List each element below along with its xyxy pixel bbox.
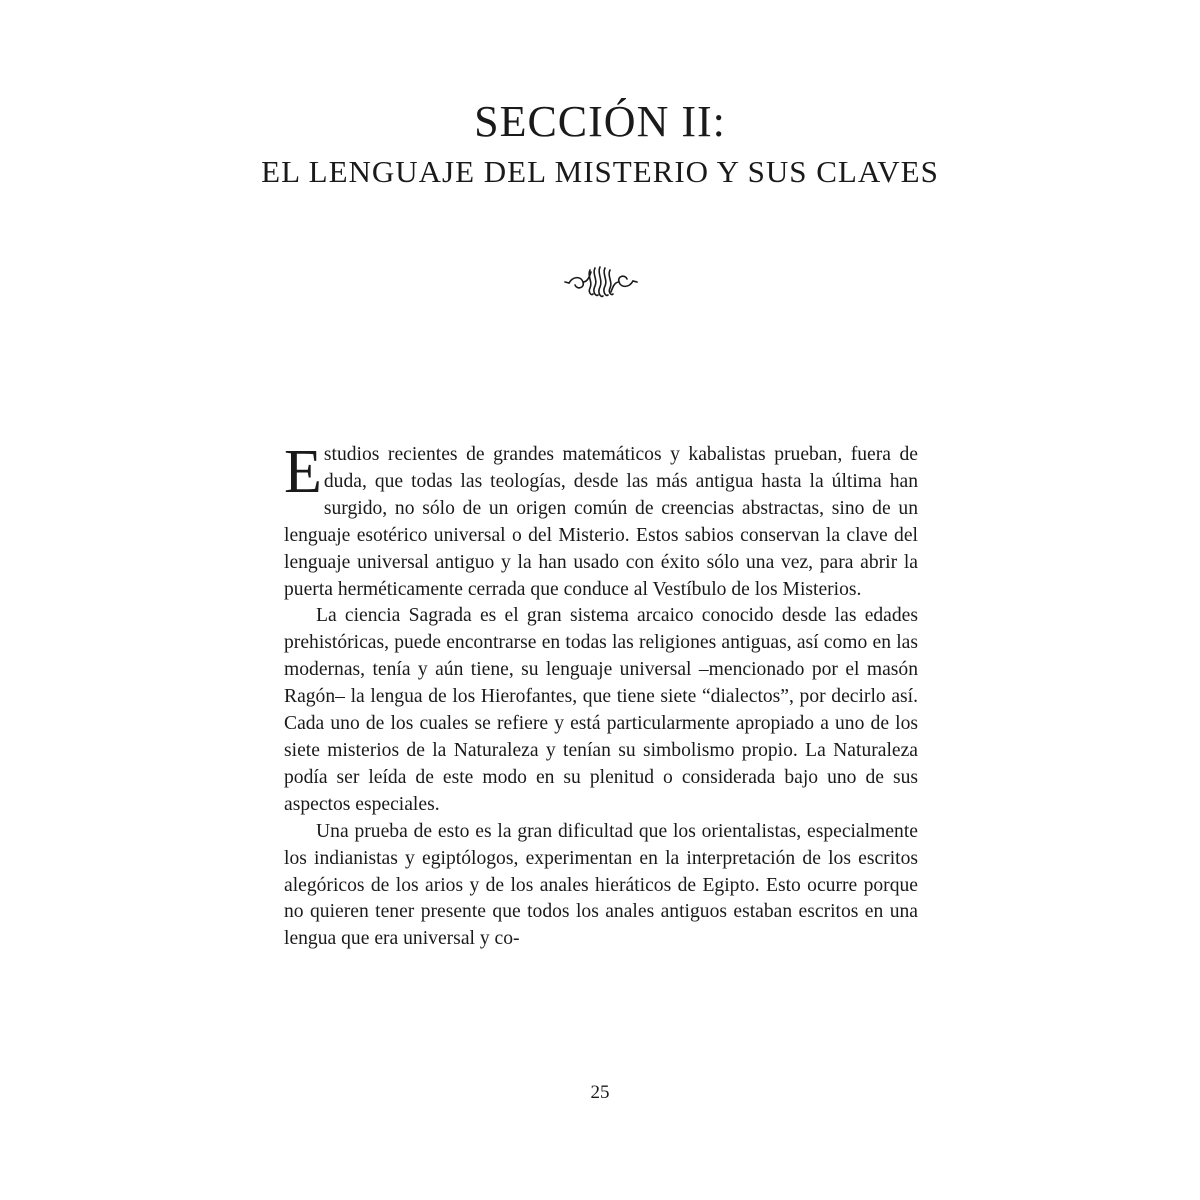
paragraph-1-text: studios recientes de grandes matemáticos y kabalistas prueban, fuera de duda, que todas las teologías, desde las más antigua hasta la última han surgido, no sólo de un origen común de creencias abstractas, sino de un lenguaje esotérico universal o del Misterio. Estos sabios conservan la clave del lenguaje universal antiguo y la han usado con éxito sólo una vez, para abrir la puerta herméticamente cerrada que conduce al Vestíbulo de los Misterios.: [284, 444, 918, 600]
paragraph-1: [284, 438, 918, 603]
drop-cap: E: [284, 438, 322, 506]
body-text: [284, 438, 918, 953]
paragraph-2: La ciencia Sagrada es el gran sistema arcaico conocido desde las edades prehistóricas, puede encontrarse en todas las religiones antiguas, así como en las modernas, tenía y aún tiene, su lenguaje universal –mencionado por el masón Ragón– la lengua de los Hierofantes, que tiene siete “dialectos”, por decirlo así. Cada uno de los cuales se refiere y está particularmente apropiado a uno de los siete misterios de la Naturaleza y tenían su simbolismo propio. La Naturaleza podía ser leída de este modo en su plenitud o considerada bajo uno de sus aspectos especiales.: [284, 605, 918, 815]
section-title: SECCIÓN II:: [474, 97, 726, 146]
section-subtitle: EL LENGUAJE DEL MISTERIO Y SUS CLAVES: [261, 154, 939, 189]
page-number: 25: [590, 1082, 610, 1103]
paragraph-3: Una prueba de esto es la gran dificultad que los orientalistas, especialmente los indianistas y egiptólogos, experimentan en la interpretación de los escritos alegóricos de los arios y de los anales hieráticos de Egipto. Esto ocurre porque no quieren tener presente que todos los anales antiguos estaban escritos en una lengua que era universal y co-: [284, 820, 918, 950]
flourish-ornament-icon: [563, 262, 639, 302]
